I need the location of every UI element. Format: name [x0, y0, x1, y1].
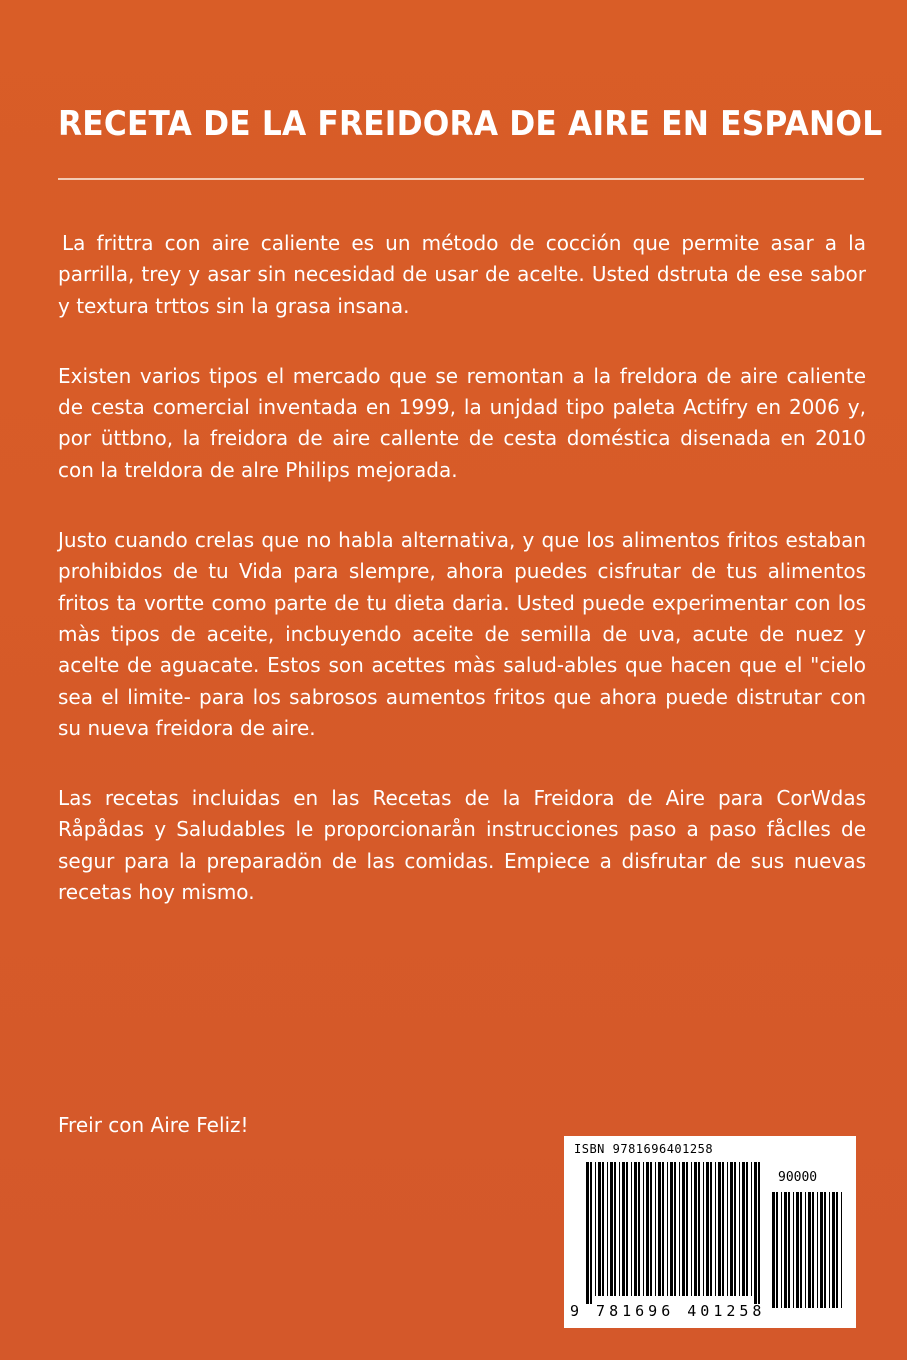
barcode-bar — [634, 1162, 637, 1296]
barcode-bar — [808, 1192, 811, 1308]
blurb — [58, 228, 866, 947]
barcode-bar — [643, 1162, 644, 1296]
barcode-bar — [710, 1162, 712, 1296]
barcode-bar — [776, 1192, 778, 1308]
blurb-paragraph-4: Las recetas incluidas en las Recetas de la Freidora de Aire para CorWdas Råpådas y Saludables le proporcionarån instrucciones paso a paso fåclles de segur para la preparadön de las comidas. Empiece a disfrutar de sus nuevas recetas hoy mismo. — [58, 786, 866, 905]
barcode-bar — [836, 1192, 838, 1308]
barcode-bar — [694, 1162, 697, 1296]
barcode-bar — [602, 1162, 604, 1296]
barcode-bar — [631, 1162, 632, 1296]
barcode-bar — [781, 1192, 782, 1308]
barcode-bar — [788, 1192, 790, 1308]
barcode-bar — [698, 1162, 700, 1296]
barcode-bar — [614, 1162, 616, 1296]
isbn-label: ISBN 9781696401258 — [574, 1142, 714, 1156]
barcode-bar — [607, 1162, 608, 1296]
barcode-bar — [610, 1162, 613, 1296]
title-divider — [58, 178, 864, 180]
addon-code: 90000 — [778, 1170, 818, 1185]
barcode-bar — [715, 1162, 716, 1296]
barcode-bar — [706, 1162, 709, 1296]
barcode-bar — [667, 1162, 668, 1296]
barcode-bar — [703, 1162, 704, 1296]
barcode-bar — [746, 1162, 748, 1296]
barcode-bar — [658, 1162, 661, 1296]
barcode-bar — [646, 1162, 649, 1296]
barcode-bar — [796, 1192, 799, 1308]
barcode-bar — [772, 1192, 775, 1308]
barcode-bar — [754, 1162, 757, 1304]
barcode-box — [564, 1136, 856, 1328]
barcode-bar — [820, 1192, 823, 1308]
barcode-bar — [829, 1192, 830, 1308]
barcode-bar — [784, 1192, 787, 1308]
blurb-paragraph-1: La frittra con aire caliente es un método de cocción que permite asar a la parrilla, trey y asar sin necesidad de usar de acelte. Usted dstruta de ese sabor y textura trttos sin la grasa insana. — [58, 231, 866, 318]
barcode-bar — [734, 1162, 736, 1296]
barcode-bar — [751, 1162, 752, 1296]
barcode-bar — [832, 1192, 835, 1308]
barcode-bar — [800, 1192, 802, 1308]
barcode-bar — [824, 1192, 826, 1308]
barcode-bar — [817, 1192, 818, 1308]
barcode-bar — [650, 1162, 652, 1296]
barcode-bar — [686, 1162, 688, 1296]
barcode-bar — [586, 1162, 589, 1304]
barcode-bar — [662, 1162, 664, 1296]
barcode-bar — [682, 1162, 685, 1296]
barcode-bar — [793, 1192, 794, 1308]
barcode-bar — [691, 1162, 692, 1296]
barcode-bar — [758, 1162, 760, 1304]
barcode-digits: 9 781696 401258 — [570, 1302, 766, 1320]
barcode-bar — [727, 1162, 728, 1296]
blurb-paragraph-2: Existen varios tipos el mercado que se remontan a la freldora de aire caliente de cesta comercial inventada en 1999, la unjdad tipo paleta Actifry en 2006 y, por üttbno, la freidora de aire callente de cesta doméstica disenada en 2010 con la treldora de alre Philips mejorada. — [58, 363, 866, 482]
barcode-bar — [590, 1162, 592, 1304]
barcode-bar — [739, 1162, 740, 1296]
barcode-bars — [564, 1136, 856, 1328]
barcode-bar — [595, 1162, 596, 1296]
barcode-bar — [841, 1192, 842, 1308]
barcode-bar — [674, 1162, 676, 1296]
barcode-bar — [655, 1162, 656, 1296]
barcode-bar — [812, 1192, 814, 1308]
closing-line: Freir con Aire Feliz! — [58, 1113, 249, 1137]
cover-title: RECETA DE LA FREIDORA DE AIRE EN ESPANOL — [58, 104, 883, 144]
barcode-bar — [626, 1162, 628, 1296]
barcode-bar — [619, 1162, 620, 1296]
barcode-bar — [598, 1162, 601, 1296]
barcode-bar — [722, 1162, 724, 1296]
barcode-bar — [638, 1162, 640, 1296]
barcode-bar — [670, 1162, 673, 1296]
barcode-bar — [679, 1162, 680, 1296]
barcode-bar — [742, 1162, 745, 1296]
barcode-bar — [730, 1162, 733, 1296]
barcode-bar — [805, 1192, 806, 1308]
barcode-bar — [622, 1162, 625, 1296]
blurb-paragraph-3: Justo cuando crelas que no habla alternativa, y que los alimentos fritos estaban prohibidos de tu Vida para slempre, ahora puedes cisfrutar de tus alimentos fritos ta vortte como parte de tu dieta daria. Usted puede experimentar con los màs tipos de aceite, incbuyendo aceite de semilla de uva, acute de nuez y acelte de aguacate. Estos son acettes màs salud-ables que hacen que el "cielo sea el limite- para los sabrosos aumentos fritos que ahora puede distrutar con su nueva freidora de aire. — [58, 528, 866, 740]
barcode-bar — [718, 1162, 721, 1296]
